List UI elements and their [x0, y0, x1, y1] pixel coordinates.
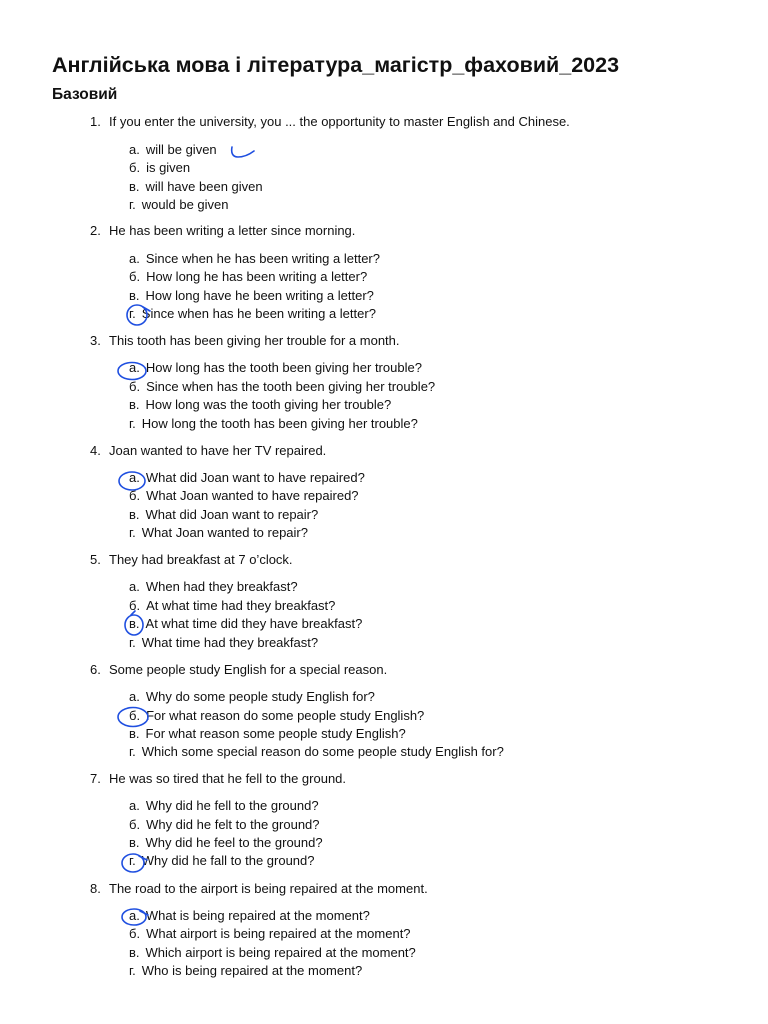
option-3a[interactable]	[129, 359, 422, 377]
option-text: Why did he fell to the ground?	[145, 798, 319, 813]
option-7d[interactable]	[129, 852, 315, 870]
option-8c[interactable]	[129, 944, 416, 962]
option-text: How long was the tooth giving her trouble?	[145, 397, 392, 412]
question-number: 4.	[90, 443, 101, 458]
option-letter: б.	[129, 269, 141, 284]
question-number: 7.	[90, 771, 101, 786]
option-text: How long he has been writing a letter?	[146, 269, 368, 284]
question-number: 6.	[90, 662, 101, 677]
option-3d[interactable]	[129, 415, 418, 433]
option-2b[interactable]	[129, 268, 367, 286]
question-text: Some people study English for a special reason.	[109, 662, 388, 677]
option-4c[interactable]	[129, 506, 318, 524]
option-text: will be given	[145, 142, 217, 157]
option-text: Since when has he been writing a letter?	[141, 306, 376, 321]
option-text: What Joan wanted to repair?	[141, 525, 308, 540]
option-6a[interactable]	[129, 688, 375, 706]
option-letter: г.	[129, 635, 136, 650]
question-7	[90, 770, 346, 788]
option-6b[interactable]	[129, 707, 424, 725]
question-4	[90, 442, 326, 460]
option-letter: в.	[129, 179, 140, 194]
option-letter: в.	[129, 835, 140, 850]
option-letter: в.	[129, 945, 140, 960]
option-letter: в.	[129, 726, 140, 741]
option-1a[interactable]	[129, 141, 217, 159]
option-text: Which airport is being repaired at the moment?	[145, 945, 416, 960]
option-1c[interactable]	[129, 178, 263, 196]
question-text: He was so tired that he fell to the ground.	[109, 771, 347, 786]
question-1	[90, 113, 570, 131]
option-text: Why did he fall to the ground?	[141, 853, 315, 868]
question-number: 5.	[90, 552, 101, 567]
question-2	[90, 222, 355, 240]
option-5a[interactable]	[129, 578, 298, 596]
option-text: When had they breakfast?	[145, 579, 298, 594]
option-text: How long the tooth has been giving her trouble?	[141, 416, 418, 431]
question-number: 3.	[90, 333, 101, 348]
question-text: This tooth has been giving her trouble for a month.	[109, 333, 400, 348]
option-text: What did Joan want to have repaired?	[145, 470, 365, 485]
document-title: Англійська мова і література_магістр_фаховий_2023	[52, 53, 620, 77]
option-6d[interactable]	[129, 743, 504, 761]
question-text: Joan wanted to have her TV repaired.	[109, 443, 327, 458]
question-6	[90, 661, 387, 679]
question-text: They had breakfast at 7 o’clock.	[109, 552, 293, 567]
option-6c[interactable]	[129, 725, 406, 743]
section-heading: Базовий	[52, 86, 118, 103]
option-text: Why do some people study English for?	[145, 689, 375, 704]
option-letter: а.	[129, 689, 140, 704]
option-letter: б.	[129, 598, 141, 613]
question-8	[90, 880, 428, 898]
question-text: If you enter the university, you ... the opportunity to master English and Chinese.	[109, 114, 570, 129]
option-text: What Joan wanted to have repaired?	[146, 488, 359, 503]
option-letter: в.	[129, 288, 140, 303]
option-text: is given	[146, 160, 191, 175]
question-text: The road to the airport is being repaired at the moment.	[109, 881, 428, 896]
option-letter: б.	[129, 160, 141, 175]
option-letter: а.	[129, 360, 140, 375]
option-letter: а.	[129, 142, 140, 157]
option-text: Since when he has been writing a letter?	[145, 251, 380, 266]
option-letter: г.	[129, 416, 136, 431]
option-text: For what reason some people study English?	[145, 726, 406, 741]
option-letter: б.	[129, 817, 141, 832]
option-letter: в.	[129, 616, 140, 631]
option-text: Which some special reason do some people study English for?	[141, 744, 504, 759]
option-text: What did Joan want to repair?	[145, 507, 319, 522]
question-3	[90, 332, 400, 350]
option-text: At what time did they have breakfast?	[145, 616, 363, 631]
option-letter: а.	[129, 251, 140, 266]
option-letter: г.	[129, 525, 136, 540]
option-letter: г.	[129, 306, 136, 321]
option-letter: б.	[129, 926, 141, 941]
option-text: Why did he feel to the ground?	[145, 835, 323, 850]
option-letter: в.	[129, 397, 140, 412]
option-text: What is being repaired at the moment?	[145, 908, 370, 923]
question-number: 8.	[90, 881, 101, 896]
option-3b[interactable]	[129, 378, 435, 396]
option-4b[interactable]	[129, 487, 359, 505]
option-8b[interactable]	[129, 925, 411, 943]
tick-mark-1a	[232, 147, 254, 157]
option-text: will have been given	[145, 179, 263, 194]
option-text: Who is being repaired at the moment?	[141, 963, 363, 978]
question-number: 2.	[90, 223, 101, 238]
option-4a[interactable]	[129, 469, 365, 487]
option-7b[interactable]	[129, 816, 320, 834]
option-letter: б.	[129, 488, 141, 503]
option-2d[interactable]	[129, 305, 376, 323]
option-5c[interactable]	[129, 615, 362, 633]
option-letter: а.	[129, 579, 140, 594]
question-5	[90, 551, 293, 569]
option-2c[interactable]	[129, 287, 374, 305]
option-text: Why did he felt to the ground?	[146, 817, 320, 832]
option-text: What time had they breakfast?	[141, 635, 319, 650]
option-letter: в.	[129, 507, 140, 522]
option-text: At what time had they breakfast?	[146, 598, 336, 613]
option-1d[interactable]	[129, 196, 229, 214]
option-8d[interactable]	[129, 962, 362, 980]
option-letter: а.	[129, 908, 140, 923]
option-text: What airport is being repaired at the moment?	[146, 926, 411, 941]
option-5d[interactable]	[129, 634, 318, 652]
option-text: Since when has the tooth been giving her trouble?	[146, 379, 436, 394]
option-text: How long have he been writing a letter?	[145, 288, 374, 303]
option-text: would be given	[141, 197, 229, 212]
option-letter: г.	[129, 853, 136, 868]
option-4d[interactable]	[129, 524, 308, 542]
option-letter: г.	[129, 963, 136, 978]
question-text: He has been writing a letter since morning.	[109, 223, 356, 238]
option-7c[interactable]	[129, 834, 323, 852]
option-text: For what reason do some people study English?	[146, 708, 425, 723]
option-letter: а.	[129, 470, 140, 485]
option-1b[interactable]	[129, 159, 190, 177]
option-letter: г.	[129, 197, 136, 212]
option-8a[interactable]	[129, 907, 370, 925]
option-text: How long has the tooth been giving her trouble?	[145, 360, 422, 375]
option-letter: б.	[129, 708, 141, 723]
option-3c[interactable]	[129, 396, 391, 414]
option-7a[interactable]	[129, 797, 319, 815]
option-2a[interactable]	[129, 250, 380, 268]
question-number: 1.	[90, 114, 101, 129]
option-letter: а.	[129, 798, 140, 813]
option-letter: г.	[129, 744, 136, 759]
option-5b[interactable]	[129, 597, 335, 615]
option-letter: б.	[129, 379, 141, 394]
